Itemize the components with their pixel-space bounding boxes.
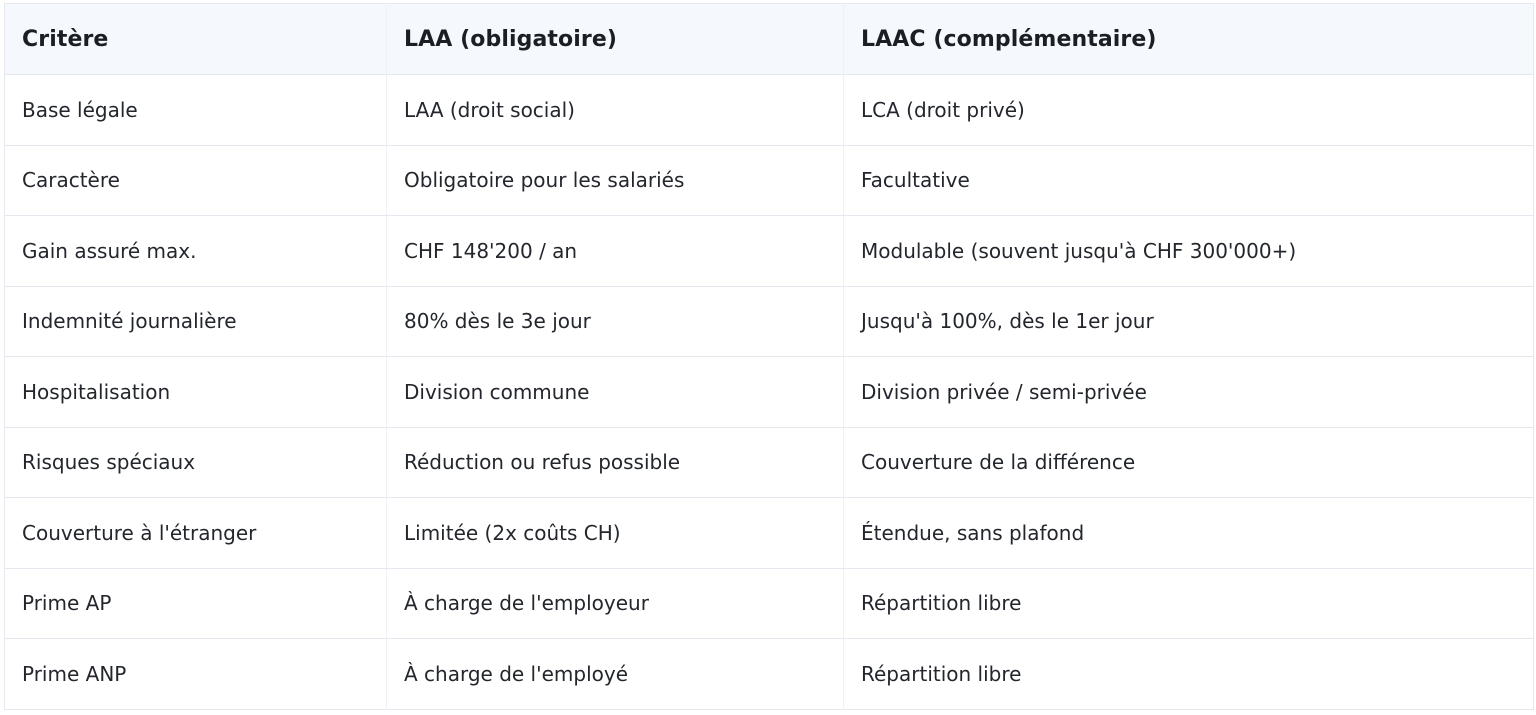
table-row	[5, 216, 1534, 287]
table-body	[5, 75, 1534, 710]
cell-laac: Répartition libre	[861, 661, 1022, 686]
table-row	[5, 639, 1534, 710]
cell-criterion: Prime AP	[5, 568, 387, 639]
cell-laa: 80% dès le 3e jour	[387, 286, 844, 357]
cell-criterion: Indemnité journalière	[5, 286, 387, 357]
table-row	[5, 286, 1534, 357]
table-row	[5, 498, 1534, 569]
cell-criterion: Prime ANP	[5, 639, 387, 710]
header-row	[5, 4, 1534, 75]
cell-laa: CHF 148'200 / an	[387, 216, 844, 287]
cell-laa: À charge de l'employé	[387, 639, 844, 710]
table-header	[5, 4, 1534, 75]
comparison-table	[4, 3, 1534, 710]
cell-laac: Jusqu'à 100%, dès le 1er jour	[844, 286, 1534, 357]
cell-criterion: Risques spéciaux	[5, 427, 387, 498]
cell-laac: Modulable (souvent jusqu'à CHF 300'000+)	[844, 216, 1534, 287]
cell-laac: Facultative	[844, 145, 1534, 216]
cell-laac: Division privée / semi-privée	[844, 357, 1534, 428]
cell-laa: Obligatoire pour les salariés	[387, 145, 844, 216]
cell-criterion: Hospitalisation	[5, 357, 387, 428]
header-cell-laac: LAAC (complémentaire)	[844, 4, 1534, 75]
cell-laa: À charge de l'employeur	[387, 568, 844, 639]
table-row	[5, 427, 1534, 498]
comparison-table-container	[4, 3, 1533, 710]
cell-laa: Réduction ou refus possible	[387, 427, 844, 498]
cell-laac: LCA (droit privé)	[844, 75, 1534, 146]
cell-criterion: Caractère	[5, 145, 387, 216]
cell-laa: Division commune	[387, 357, 844, 428]
table-row	[5, 75, 1534, 146]
cell-criterion: Base légale	[5, 75, 387, 146]
cell-criterion: Couverture à l'étranger	[5, 498, 387, 569]
header-cell-criterion: Critère	[5, 4, 387, 75]
cell-laac: Couverture de la différence	[844, 427, 1534, 498]
table-row	[5, 357, 1534, 428]
cell-laac: Répartition libre	[844, 568, 1534, 639]
cell-criterion: Gain assuré max.	[5, 216, 387, 287]
table-row	[5, 568, 1534, 639]
table-row	[5, 145, 1534, 216]
cell-laa: LAA (droit social)	[387, 75, 844, 146]
header-cell-laa: LAA (obligatoire)	[387, 4, 844, 75]
cell-laac: Étendue, sans plafond	[844, 498, 1534, 569]
cell-laa: Limitée (2x coûts CH)	[387, 498, 844, 569]
